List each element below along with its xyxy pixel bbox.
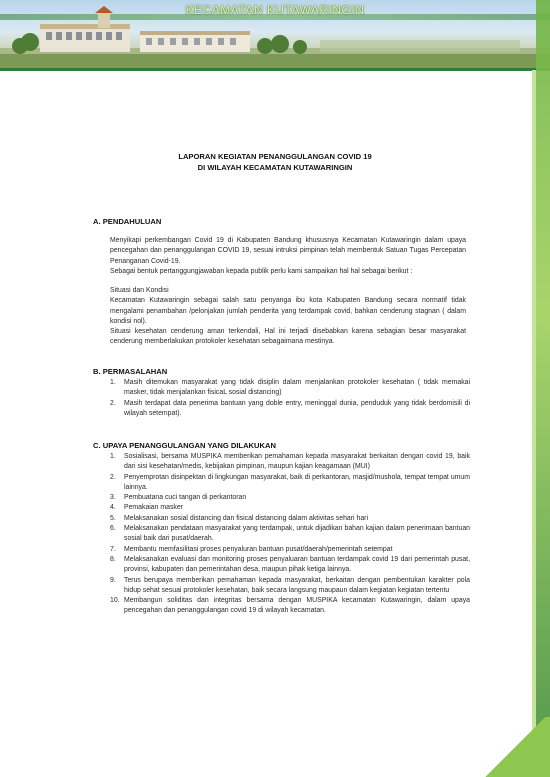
list-item: 9. Terus berupaya memberikan pemahaman kepada masyarakat, berkaitan dengan pembentukan karakter pola hidup sehat sesuai protokoler kesehatan, baik secara langsung maupaun dalam kegiatan kegiatan tertentu xyxy=(110,576,470,594)
header-banner xyxy=(0,0,550,70)
document-title-line-1: LAPORAN KEGIATAN PENANGGULANGAN COVID 19 xyxy=(178,152,372,161)
banner-title: KECAMATAN KUTAWARINGIN xyxy=(185,3,365,17)
list-item: 1. Sosialisasi, bersama MUSPIKA memberikan pemahaman kepada masyarakat berkaitan dengan covid 19, baik dari sisi kesehatan/medis, kebijakan pimpinan, maupun kajian keagamaan (MUI) xyxy=(110,453,470,471)
section-a-heading: A. PENDAHULUAN xyxy=(93,217,162,226)
section-c-heading: C. UPAYA PENANGGULANGAN YANG DILAKUKAN xyxy=(93,441,276,450)
section-c-list xyxy=(110,452,470,617)
list-item: 10. Membangun soliditas dan integritas bersama dengan MUSPIKA kecamatan Kutawaringin, dalam upaya pencegahan dan penanggulangan covid 19 di wilayah kecamatan. xyxy=(110,597,470,615)
list-item: 2. Masih terdapat data penerima bantuan yang doble entry, meninggal dunia, penduduk yang tidak berdomisili di wilayah setempat). xyxy=(110,399,470,417)
list-item: 6. Melaksanakan pendataan masyarakat yang terdampak, untuk dijadikan bahan kajian dalam penerimaan bantuan sosial baik dari pusat/daerah. xyxy=(110,525,470,543)
section-b-heading: B. PERMASALAHAN xyxy=(93,367,168,376)
section-a-situasi: Situasi dan Kondisi Kecamatan Kutawaringin sebagai salah satu penyanga ibu kota Kabupaten Bandung secara normatif tidak mengalami penambahan /pelonjakan jumlah penderita yang terdampak covid, bahkan cenderung stagnan ( dalam kondisi nol). Situasi kesehatan cenderung aman terkendali, Hal ini terjadi disebabkan karena sebagian besar masyarakat cenderung memberlakukan protokoler kesehatan sebagaimana mestinya. xyxy=(110,287,466,346)
right-accent-stripe xyxy=(536,0,550,777)
section-a-intro: Menyikapi perkembangan Covid 19 di Kabupaten Bandung khususnya Kecamatan Kutawaringin dalam upaya pencegahan dan penanggulangan COVID 19, sesuai intruksi pimpinan telah membentuk Satuan Tugas Percepatan Penanganan Covid-19. Sebagai bentuk pertanggungjawaban kepada publik perlu kami sampaikan hal hal sebagai berikut : xyxy=(110,237,466,275)
list-item: 5. Melaksanakan sosial distancing dan fisical distancing dalam aktivitas sehari hari xyxy=(110,514,368,522)
list-item: 2. Penyemprotan disinpektan di lingkungan masyarakat, baik di perkantoran, masjid/mushola, tempat tempat umum lainnya. xyxy=(110,473,470,491)
list-item: 3. Pembuatana cuci tangan di perkantoran xyxy=(110,494,247,502)
corner-decoration xyxy=(480,717,550,777)
section-b-list xyxy=(110,378,470,419)
list-item: 4. Pemakaian masker xyxy=(110,504,183,512)
header-divider xyxy=(0,68,550,71)
document-title-line-2: DI WILAYAH KECAMATAN KUTAWARINGIN xyxy=(197,163,353,172)
list-item: 1. Masih ditemukan masyarakat yang tidak disiplin dalam menjalankan protokoler kesehatan ( tidak memakai masker, tidak menjalankan fisicaL sosial distancing) xyxy=(110,379,470,397)
list-item: 8. Melaksanakan evaluasi dan monitoring proses penyaluaran bantuan terdampak covid 19 dari pemerintah pusat, provinsi, kabupaten dan pemerintahan desa, maupun pihak ketiga lainnya. xyxy=(110,555,470,574)
list-item: 7. Membantu memfasilitasi proses penyaluran bantuan pusat/daerah/pemerintah setempat xyxy=(110,545,393,553)
